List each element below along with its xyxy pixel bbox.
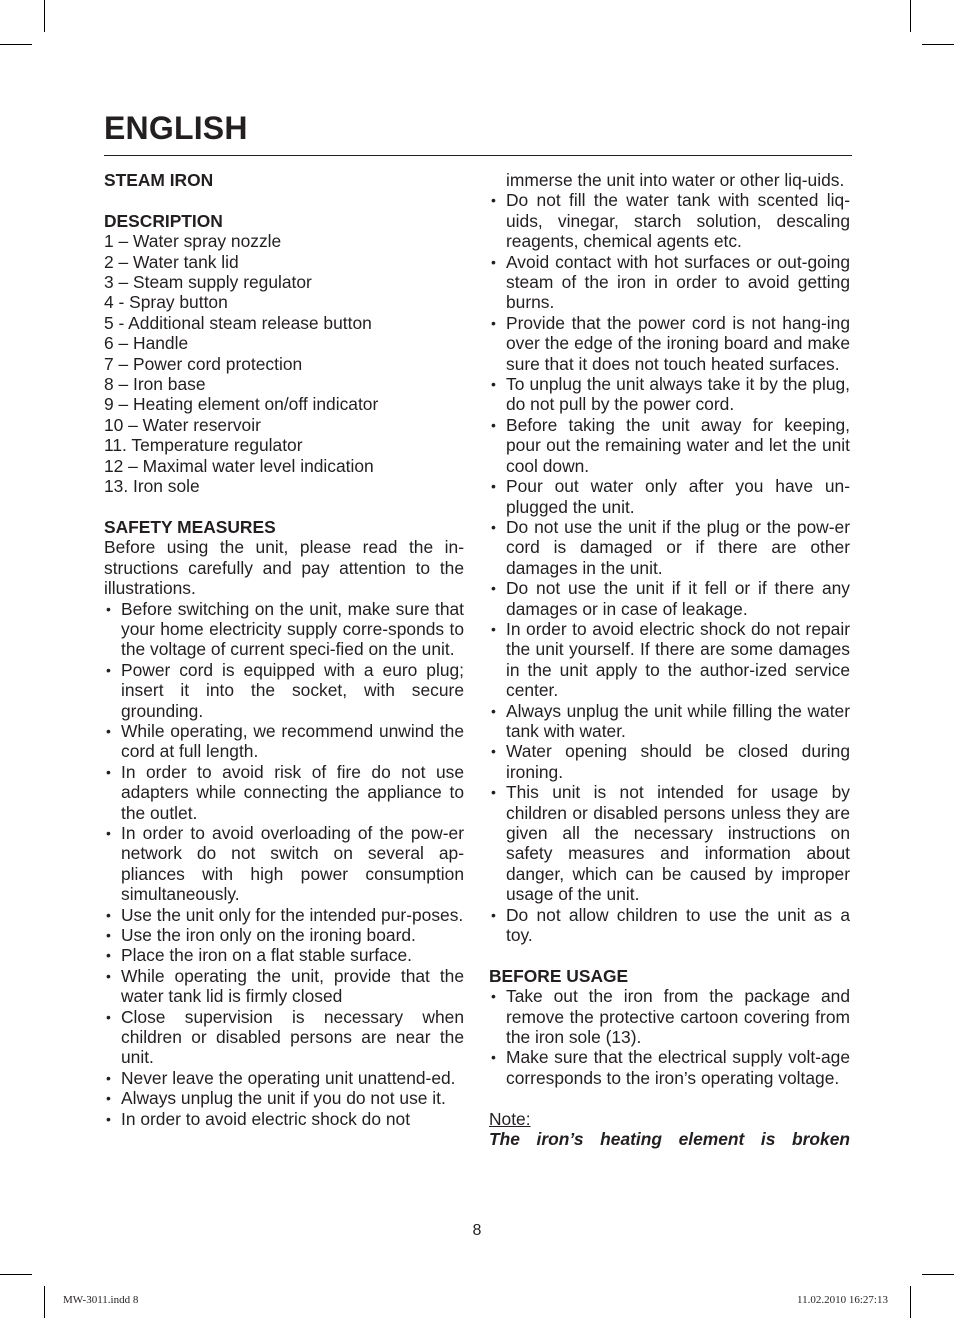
- crop-mark: [922, 1274, 954, 1275]
- list-item-text: While operating the unit, provide that the water tank lid is firmly closed: [121, 965, 464, 1007]
- bullet-icon: •: [491, 1049, 496, 1066]
- list-item-text: Do not use the unit if it fell or if there any damages or in case of leakage.: [506, 578, 850, 619]
- bullet-icon: •: [106, 600, 111, 617]
- list-item-text: Before taking the unit away for keeping, pour out the remaining water and let the unit cool down.: [506, 414, 850, 476]
- list-item-text: Always unplug the unit while filling the water tank with water.: [506, 700, 850, 741]
- crop-mark: [44, 0, 45, 32]
- list-item-text: In order to avoid overloading of the pow-er network do not switch on several ap-pliances with high power consumption simultaneously.: [121, 822, 464, 905]
- page-heading: ENGLISH: [104, 110, 248, 146]
- list-item-text: Do not fill the water tank with scented liq-uids, vinegar, starch solution, descaling reagents, chemical agents etc.: [506, 190, 850, 252]
- list-item: [489, 476, 850, 517]
- bullet-icon: •: [106, 661, 111, 678]
- bullet-icon: •: [491, 784, 496, 801]
- bullet-icon: •: [491, 416, 496, 433]
- list-item: [489, 415, 850, 476]
- spacer: [489, 945, 850, 965]
- part-item: 4 - Spray button: [104, 292, 228, 313]
- before-usage-heading: BEFORE USAGE: [489, 965, 629, 986]
- safety-list: [489, 190, 850, 945]
- list-item-text: Close supervision is necessary when children or disabled persons are near the unit.: [121, 1006, 464, 1068]
- part-item: 8 – Iron base: [104, 374, 206, 395]
- spacer: [104, 496, 464, 516]
- list-item-text: In order to avoid electric shock do not repair the unit yourself. If there are some damages in the unit apply to the author-ized service center.: [506, 618, 850, 701]
- list-item: [104, 721, 464, 762]
- list-item: [104, 599, 464, 660]
- list-item-text: While operating, we recommend unwind the cord at full length.: [121, 720, 464, 762]
- list-item-text: In order to avoid risk of fire do not use adapters while connecting the appliance to the outlet.: [121, 761, 464, 823]
- bullet-icon: •: [491, 518, 496, 535]
- bullet-icon: •: [106, 947, 111, 964]
- safety-continuation: immerse the unit into water or other liq-uids.: [506, 170, 845, 190]
- list-item-text: Water opening should be closed during ironing.: [506, 741, 850, 782]
- list-item: [104, 1088, 464, 1108]
- bullet-icon: •: [106, 763, 111, 780]
- heading-rule: [104, 155, 852, 156]
- list-item-text: Power cord is equipped with a euro plug; insert it into the socket, with secure grounding.: [121, 659, 464, 721]
- list-item: [489, 619, 850, 701]
- crop-mark: [44, 1286, 45, 1318]
- crop-mark: [910, 1286, 911, 1318]
- list-item: [104, 1068, 464, 1088]
- before-usage-list: [489, 986, 850, 1088]
- bullet-icon: •: [106, 927, 111, 943]
- list-item: [104, 823, 464, 905]
- part-item: 10 – Water reservoir: [104, 414, 261, 435]
- list-item: [489, 517, 850, 578]
- left-column: [104, 170, 464, 1129]
- list-item: [104, 925, 464, 945]
- bullet-icon: •: [491, 478, 496, 495]
- part-item: 11. Temperature regulator: [104, 435, 303, 456]
- bullet-icon: •: [106, 1069, 111, 1086]
- list-item: [489, 252, 850, 313]
- spacer: [489, 1088, 850, 1108]
- bullet-icon: •: [491, 314, 496, 331]
- list-item: [104, 762, 464, 823]
- crop-mark: [922, 44, 954, 45]
- bullet-icon: •: [106, 1090, 111, 1107]
- note-label: Note:: [489, 1108, 531, 1129]
- list-item: [104, 966, 464, 1007]
- bullet-icon: •: [106, 722, 111, 739]
- safety-heading: SAFETY MEASURES: [104, 516, 276, 537]
- bullet-icon: •: [106, 906, 111, 923]
- list-item: [489, 905, 850, 946]
- list-item: [104, 905, 464, 925]
- list-item-text: Pour out water only after you have un-plugged the unit.: [506, 476, 850, 517]
- safety-list: [104, 599, 464, 1130]
- list-item: [489, 1047, 850, 1088]
- list-item: [104, 660, 464, 721]
- bullet-icon: •: [106, 967, 111, 984]
- bullet-icon: •: [491, 253, 496, 270]
- list-item: [489, 741, 850, 782]
- list-item-text: Make sure that the electrical supply volt-age corresponds to the iron’s operating voltage.: [506, 1047, 850, 1088]
- list-item-text: In order to avoid electric shock do not: [121, 1108, 411, 1129]
- crop-mark: [0, 1274, 32, 1275]
- slug-date: 11.02.2010 16:27:13: [797, 1294, 888, 1306]
- bullet-icon: •: [491, 192, 496, 209]
- list-item-text: Use the iron only on the ironing board.: [121, 925, 416, 945]
- part-item: 5 - Additional steam release button: [104, 312, 372, 333]
- list-item: [104, 945, 464, 965]
- list-item: [489, 313, 850, 374]
- part-item: 7 – Power cord protection: [104, 353, 303, 374]
- list-item-text: Always unplug the unit if you do not use it.: [121, 1088, 446, 1109]
- part-item: 1 – Water spray nozzle: [104, 231, 282, 252]
- list-item-text: Use the unit only for the intended pur-poses.: [121, 904, 464, 925]
- part-item: 13. Iron sole: [104, 476, 200, 497]
- crop-mark: [0, 44, 32, 45]
- list-item: [489, 578, 850, 619]
- part-item: 12 – Maximal water level indication: [104, 455, 374, 476]
- list-item-text: Before switching on the unit, make sure that your home electricity supply corre-sponds to the voltage of current speci-fied on the unit.: [121, 598, 464, 660]
- bullet-icon: •: [491, 620, 496, 637]
- crop-mark: [910, 0, 911, 32]
- list-item-text: This unit is not intended for usage by children or disabled persons unless they are given all the necessary instructions on safety measures and information about danger, which can be caused by improper usage of the unit.: [506, 782, 850, 905]
- parts-list: [104, 231, 464, 496]
- right-column: [489, 170, 850, 1149]
- page-number: 8: [472, 1222, 482, 1239]
- part-item: 9 – Heating element on/off indicator: [104, 394, 379, 415]
- bullet-icon: •: [491, 702, 496, 719]
- list-item-text: Provide that the power cord is not hang-ing over the edge of the ironing board and make sure that it does not touch heated surfaces.: [506, 312, 850, 374]
- part-item: 6 – Handle: [104, 333, 189, 354]
- bullet-icon: •: [491, 988, 496, 1005]
- bullet-icon: •: [106, 1008, 111, 1025]
- list-item-text: Take out the iron from the package and remove the protective cartoon covering from the iron sole (13).: [506, 986, 850, 1048]
- note-text: The iron’s heating element is broken: [489, 1129, 850, 1150]
- bullet-icon: •: [491, 743, 496, 760]
- spacer: [104, 190, 464, 210]
- safety-intro: Before using the unit, please read the in-structions carefully and pay attention to the illustrations.: [104, 537, 464, 599]
- description-heading: DESCRIPTION: [104, 210, 223, 231]
- product-title: STEAM IRON: [104, 170, 214, 190]
- bullet-icon: •: [491, 580, 496, 597]
- list-item-text: Do not use the unit if the plug or the pow-er cord is damaged or if there are other damages in the unit.: [506, 516, 850, 578]
- list-item: [489, 190, 850, 251]
- list-item: [489, 701, 850, 742]
- bullet-icon: •: [491, 906, 496, 923]
- list-item-text: Do not allow children to use the unit as a toy.: [506, 904, 850, 946]
- list-item: [489, 374, 850, 415]
- list-item: [489, 782, 850, 904]
- bullet-icon: •: [491, 376, 496, 393]
- list-item: [489, 986, 850, 1047]
- list-item-text: Never leave the operating unit unattend-ed.: [121, 1067, 456, 1088]
- list-item-text: To unplug the unit always take it by the plug, do not pull by the power cord.: [506, 374, 850, 415]
- list-item-text: Place the iron on a flat stable surface.: [121, 945, 412, 966]
- part-item: 2 – Water tank lid: [104, 251, 239, 272]
- list-item: [104, 1007, 464, 1068]
- bullet-icon: •: [106, 824, 111, 841]
- part-item: 3 – Steam supply regulator: [104, 272, 312, 293]
- bullet-icon: •: [106, 1110, 111, 1127]
- list-item-text: Avoid contact with hot surfaces or out-going steam of the iron in order to avoid getting burns.: [506, 251, 850, 313]
- list-item: [104, 1109, 464, 1129]
- slug-file: MW-3011.indd 8: [63, 1294, 139, 1306]
